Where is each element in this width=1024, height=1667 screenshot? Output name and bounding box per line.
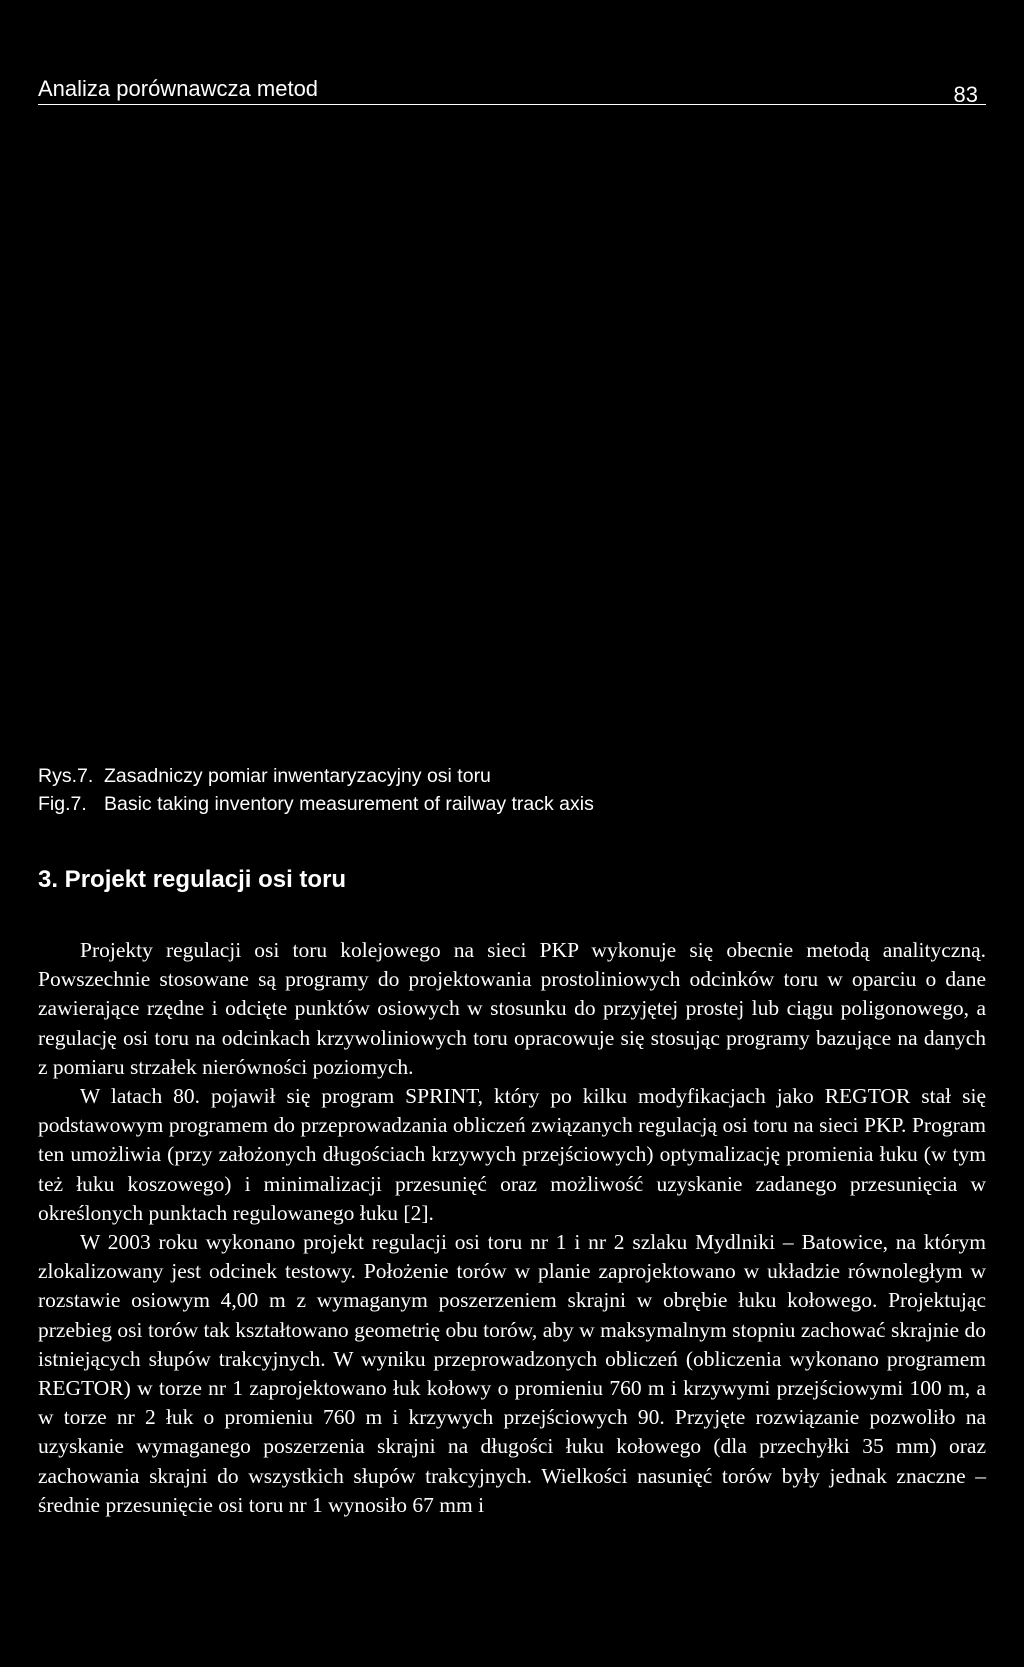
body-paragraph: W latach 80. pojawił się program SPRINT, który po kilku modyfikacjach jako REGTOR stał się podstawowym programem do przeprowadzania obliczeń związanych regulacją osi toru na sieci PKP. Program ten umożliwia (przy założonych długościach krzywych przejściowych) optymalizację promienia łuku (w tym też łuku koszowego) i minimalizacji przesunięć oraz możliwość uzyskanie zadanego przesunięcia w określonych punktach regulowanego łuku [2]. — [38, 1084, 986, 1225]
figure-caption-pl — [38, 762, 594, 790]
figure-image — [38, 110, 986, 750]
figure-captions — [38, 762, 594, 818]
section-heading: 3. Projekt regulacji osi toru — [38, 866, 347, 893]
document-page — [38, 0, 986, 1667]
figure-caption-pl-text: Zasadniczy pomiar inwentaryzacyjny osi toru — [104, 765, 491, 787]
section-body — [38, 936, 986, 1520]
running-header — [38, 72, 986, 105]
body-paragraph: W 2003 roku wykonano projekt regulacji osi toru nr 1 i nr 2 szlaku Mydlniki – Batowice, na którym zlokalizowany jest odcinek testowy. Położenie torów w planie zaprojektowano w układzie równoległym w rozstawie osiowym 4,00 m z wymaganym poszerzeniem skrajni w obrębie łuku kołowego. Projektując przebieg osi torów tak kształtowano geometrię obu torów, aby w maksymalnym stopniu zachować skrajnie do istniejących słupów trakcyjnych. W wyniku przeprowadzonych obliczeń (obliczenia wykonano programem REGTOR) w torze nr 1 zaprojektowano łuk kołowy o promieniu 760 m i krzywymi przejściowymi 100 m, a w torze nr 2 łuk o promieniu 760 m i krzywych przejściowych 90. Przyjęte rozwiązanie pozwoliło na uzyskanie wymaganego poszerzenia skrajni na długości łuku kołowego (dla przechyłki 35 mm) oraz zachowania skrajni do wszystkich słupów trakcyjnych. Wielkości nasunięć torów były jednak znaczne – średnie przesunięcie osi toru nr 1 wynosiło 67 mm i — [38, 1230, 986, 1517]
figure-caption-en-label: Fig.7. — [38, 793, 87, 815]
page-number: 83 — [953, 82, 978, 107]
figure-caption-pl-label: Rys.7. — [38, 765, 94, 787]
body-paragraph: Projekty regulacji osi toru kolejowego na sieci PKP wykonuje się obecnie metodą analityczną. Powszechnie stosowane są programy do projektowania prostoliniowych odcinków toru w oparciu o dane zawierające rzędne i odcięte punktów osiowych w stosunku do przyjętej prostej lub ciągu poligonowego, a regulację osi toru na odcinkach krzywoliniowych toru opracowuje się stosując programy bazujące na danych z pomiaru strzałek nierówności poziomych. — [38, 938, 986, 1079]
figure-caption-en — [38, 790, 594, 818]
figure-caption-en-text: Basic taking inventory measurement of railway track axis — [104, 793, 594, 815]
running-header-title: Analiza porównawcza metod — [38, 76, 319, 101]
